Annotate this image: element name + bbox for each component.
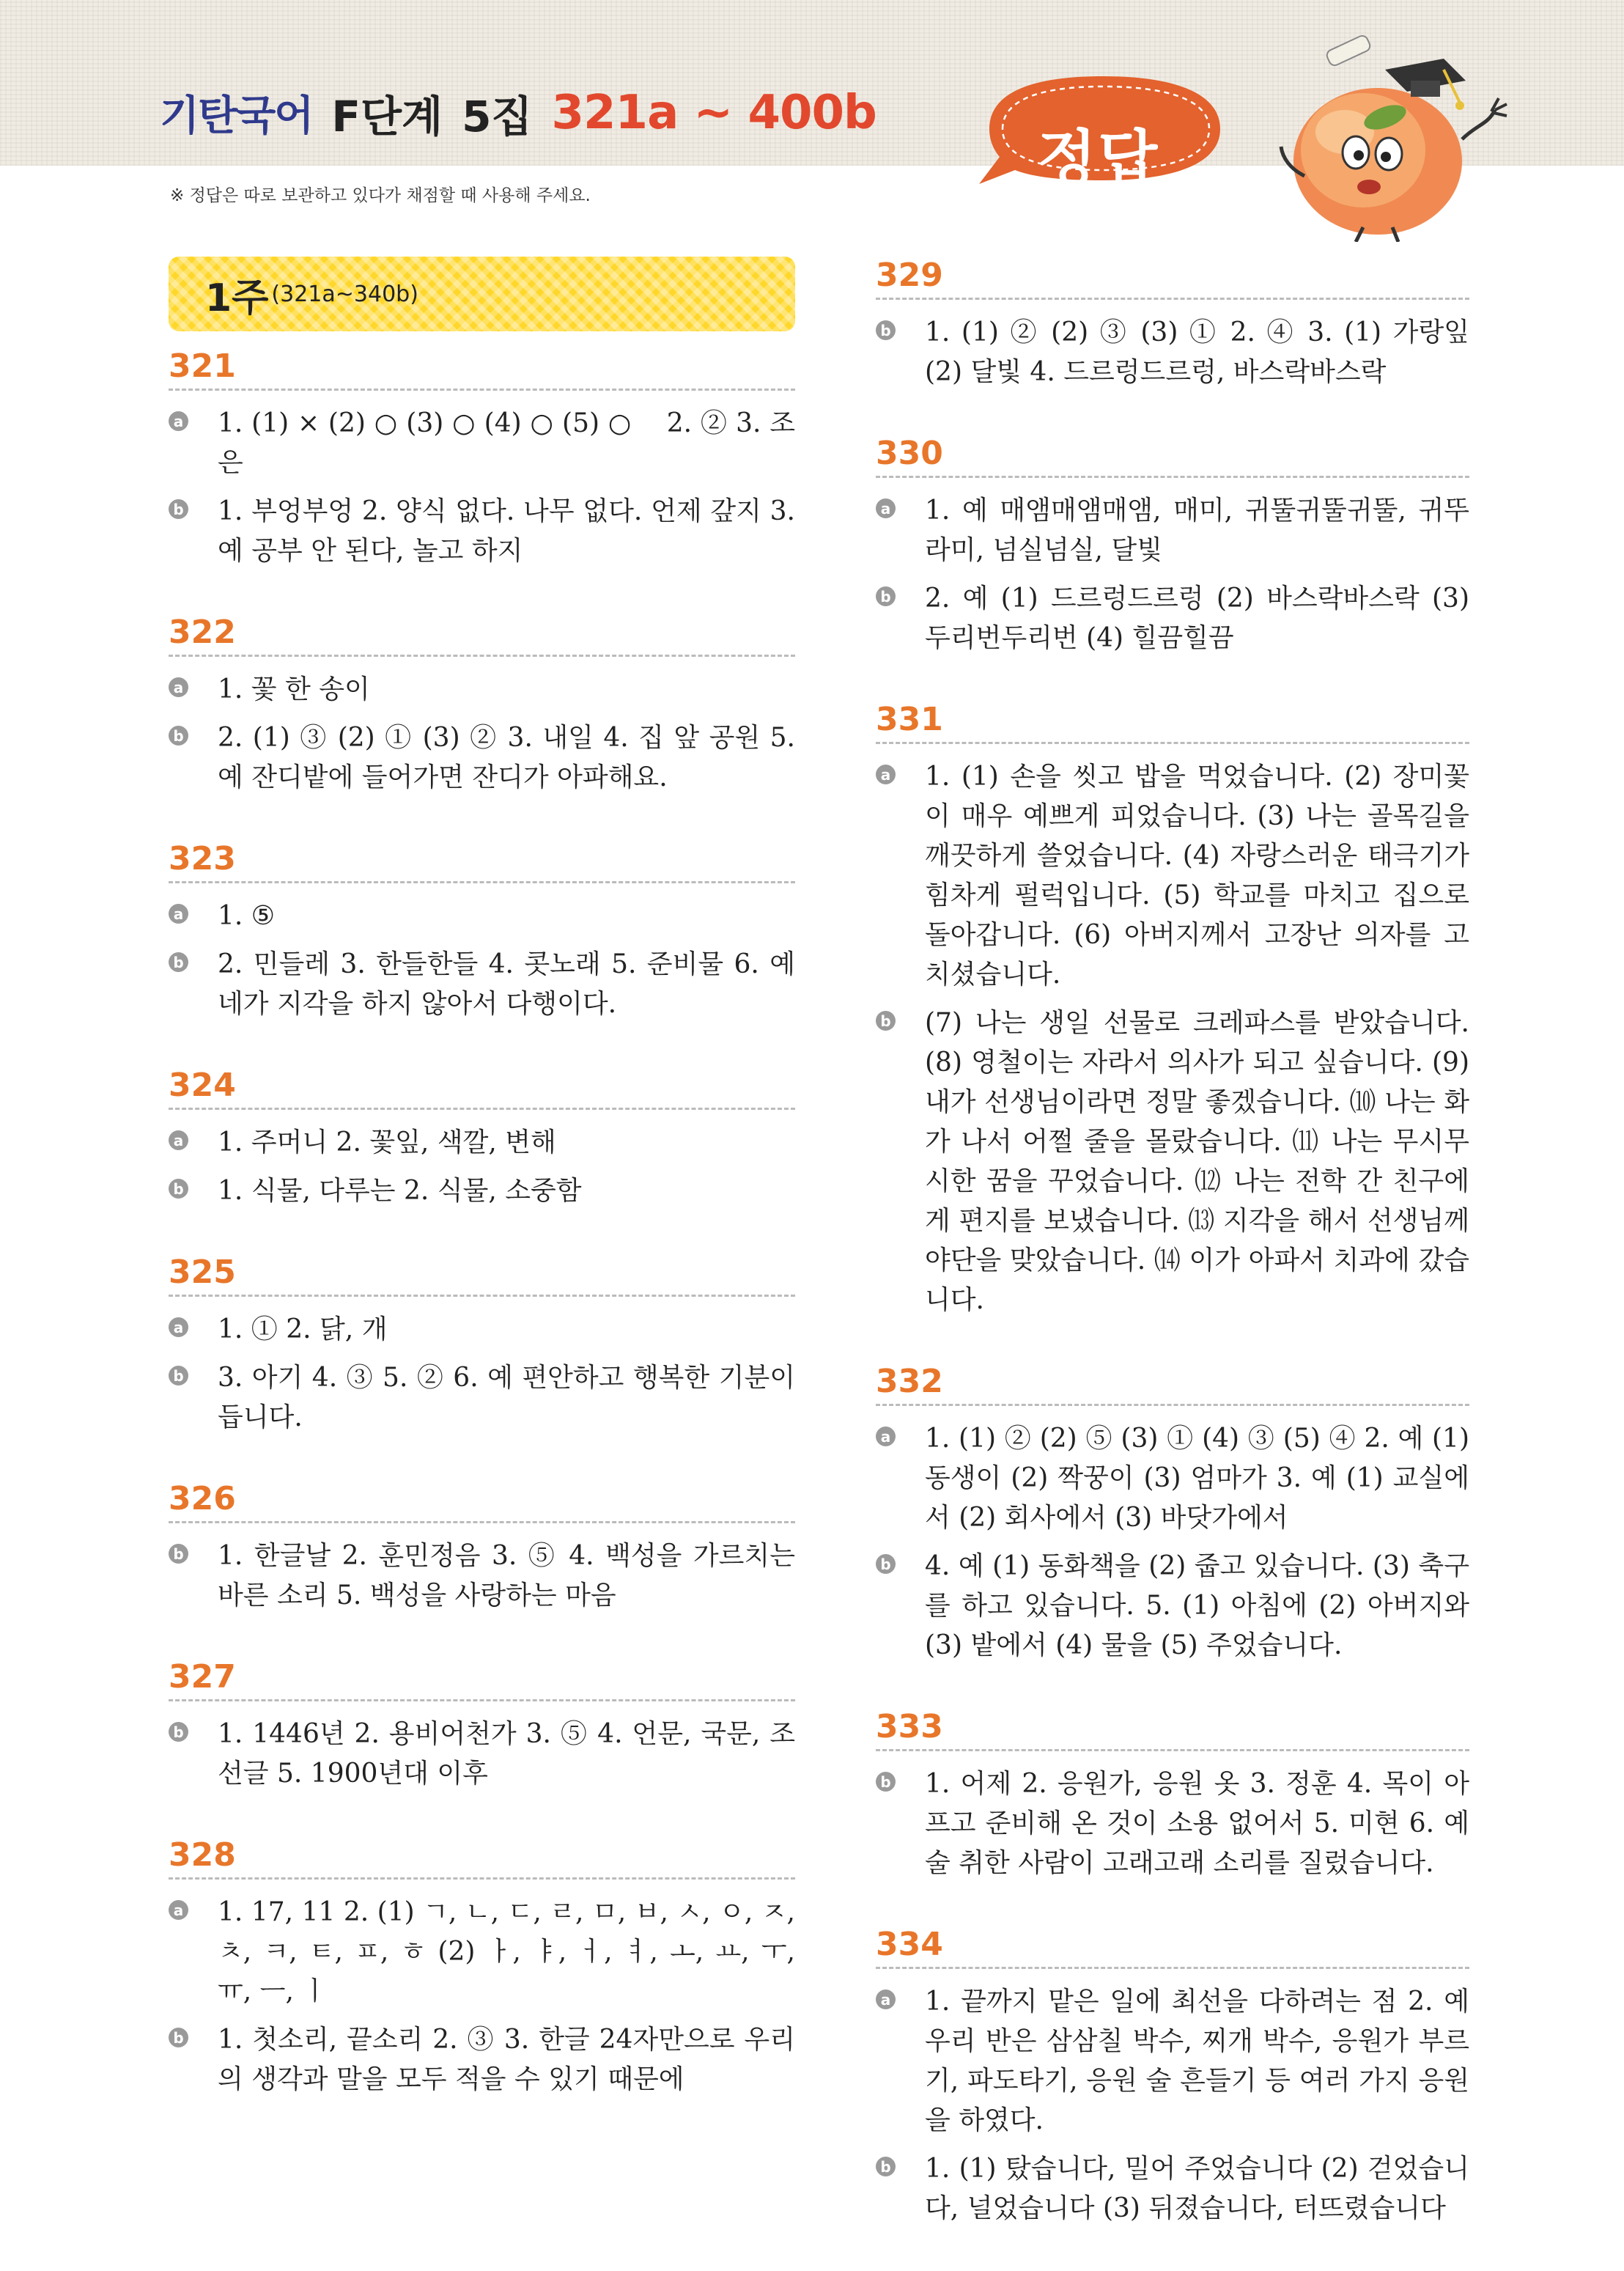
dashed-divider: [169, 655, 795, 657]
answer-text: 1. 한글날 2. 훈민정음 3. ⑤ 4. 백성을 가르치는 바른 소리 5. 백성을 사랑하는 마음: [218, 1541, 795, 1611]
answer-section-330: [876, 435, 1469, 658]
answer-section-324: [169, 1067, 795, 1211]
answer-text: 1. 1446년 2. 용비어천가 3. ⑤ 4. 언문, 국문, 조선글 5. 1900년대 이후: [218, 1719, 795, 1789]
answer-row: [876, 1982, 1469, 2141]
answer-row: [169, 1310, 795, 1350]
section-number: 322: [169, 614, 236, 651]
answer-text: 1. (1) ② (2) ③ (3) ① 2. ④ 3. (1) 가랑잎 (2) 달빛 4. 드르렁드르렁, 바스락바스락: [925, 317, 1469, 387]
answer-row: [169, 1358, 795, 1438]
part-badge-icon: b: [876, 1554, 896, 1574]
answer-section-325: [169, 1254, 795, 1438]
section-number: 331: [876, 701, 943, 738]
answer-section-334: [876, 1926, 1469, 2228]
answer-row: [169, 1715, 795, 1794]
dashed-divider: [169, 1108, 795, 1110]
answer-row: [876, 579, 1469, 658]
answer-text: 1. 어제 2. 응원가, 응원 옷 3. 정훈 4. 목이 아프고 준비해 온 것이 소용 없어서 5. 미현 6. 예 술 취한 사람이 고래고래 소리를 질렀습니다.: [925, 1769, 1469, 1878]
answer-row: [876, 757, 1469, 995]
answer-section-322: [169, 614, 795, 798]
answer-row: [876, 1004, 1469, 1320]
part-badge-icon: b: [169, 726, 188, 746]
part-badge-icon: a: [876, 498, 896, 518]
part-badge-icon: b: [169, 499, 188, 519]
answer-text: 1. (1) × (2) ○ (3) ○ (4) ○ (5) ○ 2. ② 3. 조은: [218, 408, 795, 478]
answer-row: [876, 1764, 1469, 1883]
part-badge-icon: a: [169, 677, 188, 697]
answer-section-331: [876, 701, 1469, 1320]
answer-section-328: [169, 1836, 795, 2099]
dashed-divider: [169, 1699, 795, 1701]
section-number: 329: [876, 257, 943, 294]
part-badge-icon: b: [169, 1722, 188, 1742]
answer-text: 1. 첫소리, 끝소리 2. ③ 3. 한글 24자만으로 우리의 생각과 말을 모두 적을 수 있기 때문에: [218, 2025, 795, 2094]
dashed-divider: [876, 476, 1469, 478]
answer-text: 1. (1) 손을 씻고 밥을 먹었습니다. (2) 장미꽃이 매우 예쁘게 피었습니다. (3) 나는 골목길을 깨끗하게 쓸었습니다. (4) 자랑스러운 태극기가 힘차게 펄럭입니다. (5) 학교를 마치고 집으로 돌아갑니다. (6) 아버지께서 고장난 의자를 고치셨습니다.: [925, 762, 1469, 990]
book-header: [160, 82, 876, 144]
level-label: F단계: [331, 92, 443, 141]
answer-text: 1. 예 매앰매앰매앰, 매미, 귀뚤귀뚤귀뚤, 귀뚜라미, 넘실넘실, 달빛: [925, 496, 1469, 565]
part-badge-icon: b: [169, 1544, 188, 1564]
part-badge-icon: a: [169, 1317, 188, 1337]
answer-row: [876, 2149, 1469, 2228]
answer-section-327: [169, 1658, 795, 1794]
brand-logo: 기탄국어: [160, 92, 313, 140]
part-badge-icon: b: [169, 2028, 188, 2047]
dashed-divider: [876, 1404, 1469, 1406]
part-badge-icon: b: [169, 952, 188, 972]
answer-section-332: [876, 1363, 1469, 1665]
answer-row: [169, 1893, 795, 2011]
answer-text: 1. 식물, 다루는 2. 식물, 소중함: [218, 1176, 582, 1206]
answer-text: 1. 꽃 한 송이: [218, 674, 370, 704]
dashed-divider: [169, 1877, 795, 1880]
section-number: 332: [876, 1363, 943, 1400]
answer-text: 1. ① 2. 닭, 개: [218, 1314, 388, 1344]
answer-text: 3. 아기 4. ③ 5. ② 6. 예 편안하고 행복한 기분이 듭니다.: [218, 1363, 795, 1432]
answer-section-323: [169, 840, 795, 1024]
answer-text: 2. 예 (1) 드르렁드르렁 (2) 바스락바스락 (3) 두리번두리번 (4) 힐끔힐끔: [925, 584, 1469, 653]
section-number: 324: [169, 1067, 236, 1104]
answer-text: 2. 민들레 3. 한들한들 4. 콧노래 5. 준비물 6. 예 네가 지각을 하지 않아서 다행이다.: [218, 949, 795, 1019]
page-range: 321a ~ 400b: [551, 86, 876, 140]
volume-label: 5집: [462, 92, 533, 141]
part-badge-icon: b: [876, 586, 896, 606]
answer-text: (7) 나는 생일 선물로 크레파스를 받았습니다. (8) 영철이는 자라서 의사가 되고 싶습니다. (9) 내가 선생님이라면 정말 좋겠습니다. ⑽ 나는 화가 나서 어쩔 줄을 몰랐습니다. ⑾ 나는 무시무시한 꿈을 꾸었습니다. ⑿ 나는 전학 간 친구에게 편지를 보냈습니다. ⒀ 지각을 해서 선생님께 야단을 맞았습니다. ⒁ 이가 아파서 치과에 갔습니다.: [925, 1008, 1469, 1315]
answer-row: [169, 945, 795, 1024]
part-badge-icon: b: [876, 320, 896, 340]
right-column: [876, 257, 1469, 2271]
answer-row: [169, 1536, 795, 1616]
dashed-divider: [876, 1967, 1469, 1969]
storage-note: ※ 정답은 따로 보관하고 있다가 채점할 때 사용해 주세요.: [170, 186, 591, 205]
answer-section-321: [169, 347, 795, 571]
answer-row: [169, 1171, 795, 1211]
answer-section-329: [876, 257, 1469, 392]
part-badge-icon: a: [169, 1900, 188, 1920]
part-badge-icon: a: [169, 904, 188, 924]
section-number: 325: [169, 1254, 236, 1291]
dashed-divider: [169, 1295, 795, 1297]
answer-text: 1. 끝까지 맡은 일에 최선을 다하려는 점 2. 예 우리 반은 삼삼칠 박수, 찌개 박수, 응원가 부르기, 파도타기, 응원 술 흔들기 등 여러 가지 응원을 하였다.: [925, 1987, 1469, 2135]
answer-text: 1. 부엉부엉 2. 양식 없다. 나무 없다. 언제 갚지 3. 예 공부 안 된다, 놀고 하지: [218, 496, 795, 566]
answer-row: [876, 491, 1469, 570]
answer-row: [876, 1419, 1469, 1538]
week-banner: [169, 257, 795, 331]
answer-text: 4. 예 (1) 동화책을 (2) 줍고 있습니다. (3) 축구를 하고 있습니다. 5. (1) 아침에 (2) 아버지와 (3) 밭에서 (4) 물을 (5) 주었습니다.: [925, 1551, 1469, 1660]
part-badge-icon: b: [876, 1011, 896, 1031]
answer-row: [169, 404, 795, 483]
part-badge-icon: a: [169, 411, 188, 431]
section-number: 327: [169, 1658, 236, 1696]
dashed-divider: [876, 298, 1469, 300]
part-badge-icon: a: [876, 1990, 896, 2009]
peach-mascot-icon: [1275, 29, 1517, 242]
answer-title: 정답: [1037, 123, 1159, 195]
answer-row: [169, 897, 795, 936]
week-range: (321a~340b): [271, 281, 418, 307]
answer-section-326: [169, 1480, 795, 1616]
part-badge-icon: a: [876, 765, 896, 784]
answer-row: [169, 1123, 795, 1163]
part-badge-icon: b: [876, 1772, 896, 1792]
part-badge-icon: a: [169, 1130, 188, 1150]
answer-row: [169, 2020, 795, 2099]
answer-row: [876, 313, 1469, 392]
answer-section-333: [876, 1708, 1469, 1883]
part-badge-icon: b: [169, 1366, 188, 1385]
section-number: 333: [876, 1708, 943, 1745]
section-number: 328: [169, 1836, 236, 1874]
answer-row: [876, 1547, 1469, 1665]
answer-text: 1. 17, 11 2. (1) ㄱ, ㄴ, ㄷ, ㄹ, ㅁ, ㅂ, ㅅ, ㅇ, ㅈ, ㅊ, ㅋ, ㅌ, ㅍ, ㅎ (2) ㅏ, ㅑ, ㅓ, ㅕ, ㅗ, ㅛ, ㅜ, ㅠ, ㅡ, ㅣ: [218, 1897, 795, 2006]
dashed-divider: [169, 1521, 795, 1523]
answer-row: [169, 492, 795, 571]
answer-text: 1. 주머니 2. 꽃잎, 색깔, 변해: [218, 1127, 556, 1157]
section-number: 326: [169, 1480, 236, 1517]
dashed-divider: [876, 1749, 1469, 1751]
dashed-divider: [169, 389, 795, 391]
answer-text: 1. ⑤: [218, 901, 276, 931]
answer-text: 1. (1) 탔습니다, 밀어 주었습니다 (2) 걷었습니다, 널었습니다 (3) 뒤졌습니다, 터뜨렸습니다: [925, 2154, 1469, 2223]
section-number: 334: [876, 1926, 943, 1963]
section-number: 321: [169, 347, 236, 385]
week-title: 1주: [205, 276, 269, 320]
answer-row: [169, 670, 795, 710]
left-column: [169, 257, 795, 2142]
answer-row: [169, 718, 795, 798]
section-number: 330: [876, 435, 943, 472]
answer-text: 2. (1) ③ (2) ① (3) ② 3. 내일 4. 집 앞 공원 5. 예 잔디밭에 들어가면 잔디가 아파해요.: [218, 723, 795, 792]
section-number: 323: [169, 840, 236, 877]
dashed-divider: [876, 742, 1469, 744]
dashed-divider: [169, 881, 795, 883]
part-badge-icon: a: [876, 1427, 896, 1446]
part-badge-icon: b: [876, 2157, 896, 2176]
answer-text: 1. (1) ② (2) ⑤ (3) ① (4) ③ (5) ④ 2. 예 (1) 동생이 (2) 짝꿍이 (3) 엄마가 3. 예 (1) 교실에서 (2) 회사에서 (3) 바닷가에서: [925, 1424, 1469, 1533]
part-badge-icon: b: [169, 1179, 188, 1199]
